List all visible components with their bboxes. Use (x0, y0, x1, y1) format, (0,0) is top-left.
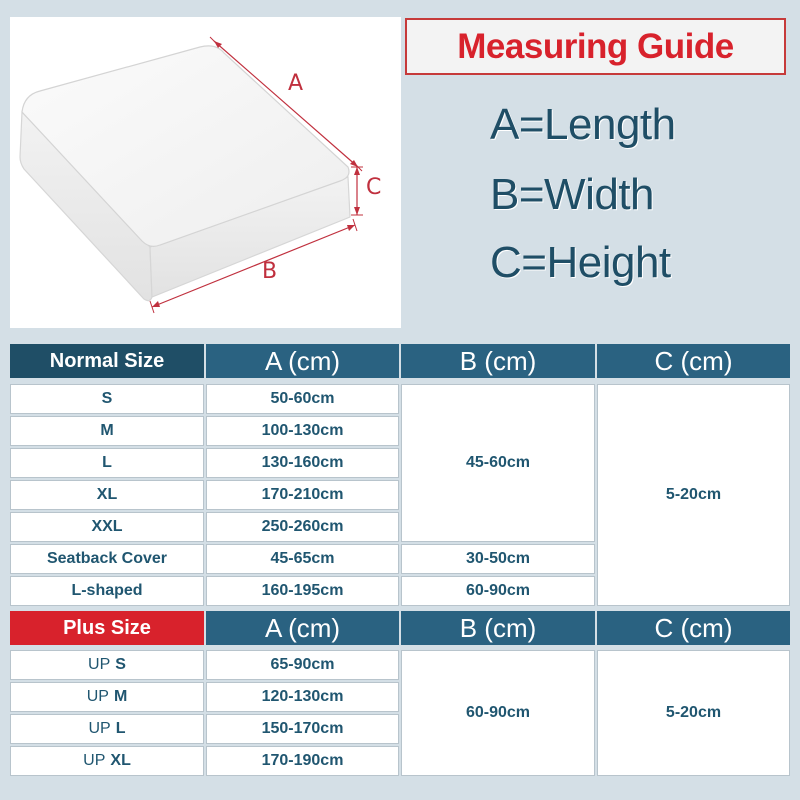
normal-size-header: Normal Size (10, 344, 204, 378)
plus-col-c: C (cm) (597, 611, 790, 645)
normal-c-merged-cell: 5-20cm (597, 384, 790, 606)
normal-a-cell: 45-65cm (206, 544, 399, 574)
legend-width: B=Width (490, 170, 655, 219)
label-c: C (366, 175, 382, 200)
normal-size-cell: XL (10, 480, 204, 510)
plus-b-merged-cell: 60-90cm (401, 650, 595, 776)
normal-col-a: A (cm) (206, 344, 399, 378)
normal-a-cell: 250-260cm (206, 512, 399, 542)
normal-size-cell: L-shaped (10, 576, 204, 606)
plus-col-b: B (cm) (401, 611, 595, 645)
normal-col-b: B (cm) (401, 344, 595, 378)
normal-size-cell: Seatback Cover (10, 544, 204, 574)
normal-size-cell: M (10, 416, 204, 446)
cushion-diagram (10, 17, 401, 328)
normal-b-merged-cell: 45-60cm (401, 384, 595, 542)
up-prefix: UP (88, 656, 111, 673)
plus-size-cell (10, 650, 204, 680)
up-prefix: UP (88, 720, 111, 737)
label-a: A (288, 71, 304, 96)
normal-col-c: C (cm) (597, 344, 790, 378)
normal-b-cell: 30-50cm (401, 544, 595, 574)
legend-height: C=Height (490, 238, 671, 287)
plus-size-label: M (113, 688, 128, 705)
cushion-illustration (10, 17, 401, 328)
guide-title: Measuring Guide (405, 18, 786, 75)
plus-a-cell: 150-170cm (206, 714, 399, 744)
plus-c-merged-cell: 5-20cm (597, 650, 790, 776)
normal-b-cell: 60-90cm (401, 576, 595, 606)
normal-a-cell: 160-195cm (206, 576, 399, 606)
normal-a-cell: 170-210cm (206, 480, 399, 510)
normal-a-cell: 100-130cm (206, 416, 399, 446)
plus-a-cell: 170-190cm (206, 746, 399, 776)
plus-a-cell: 65-90cm (206, 650, 399, 680)
plus-size-header: Plus Size (10, 611, 204, 645)
plus-size-cell (10, 714, 204, 744)
normal-a-cell: 50-60cm (206, 384, 399, 414)
normal-size-cell: XXL (10, 512, 204, 542)
plus-col-a: A (cm) (206, 611, 399, 645)
plus-size-label: L (115, 720, 126, 737)
plus-size-cell (10, 682, 204, 712)
normal-a-cell: 130-160cm (206, 448, 399, 478)
normal-size-cell: L (10, 448, 204, 478)
normal-size-cell: S (10, 384, 204, 414)
up-prefix: UP (83, 752, 106, 769)
label-b: B (262, 259, 278, 284)
plus-size-cell (10, 746, 204, 776)
legend-length: A=Length (490, 100, 676, 149)
plus-size-label: XL (110, 752, 131, 769)
plus-a-cell: 120-130cm (206, 682, 399, 712)
up-prefix: UP (86, 688, 109, 705)
plus-size-label: S (115, 656, 126, 673)
